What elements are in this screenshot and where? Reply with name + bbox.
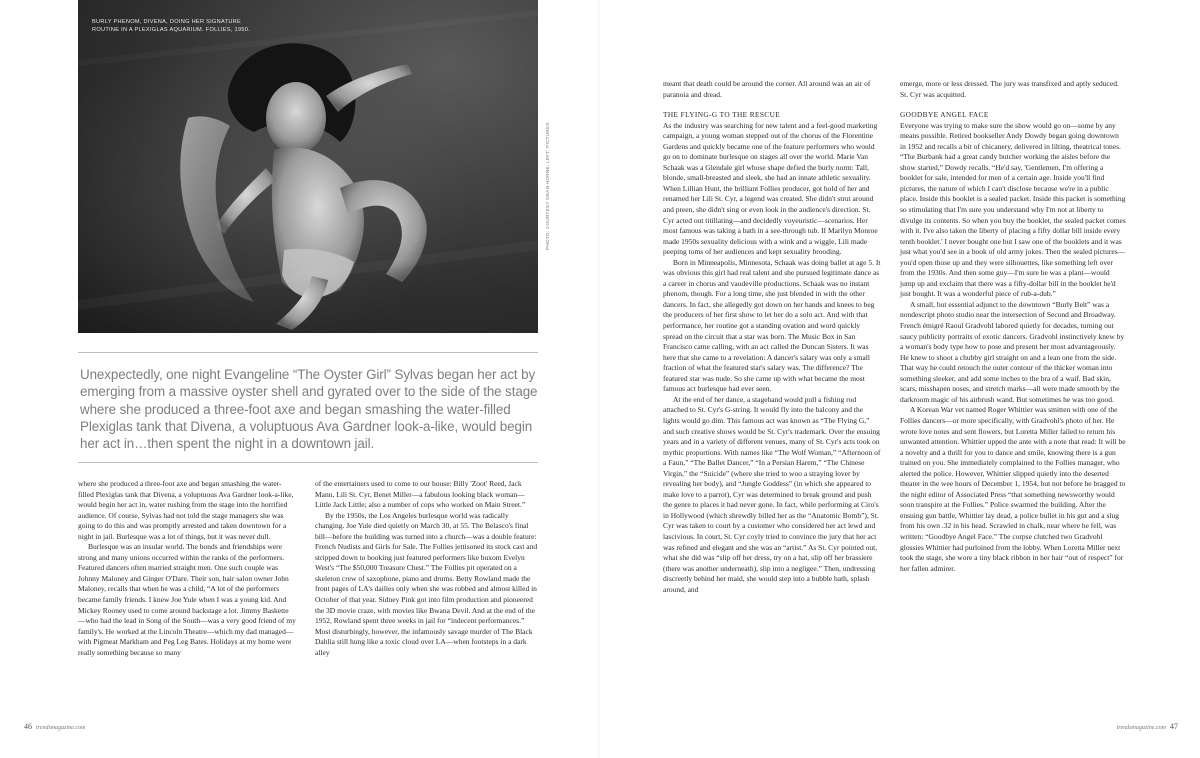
right-column-2: [900, 79, 1126, 574]
body-paragraph: At the end of her dance, a stagehand would pull a fishing rod attached to St. Cyr's G-string. It would fly into the balcony and the lights would go dim. This famous act was known as “The Flying G,” and such creative shows would be St. Cyr's trademark. Over the ensuing years and in a variety of different venues, many of St. Cyr's acts took on mythic proportions. With names like “The Wolf Woman,” “Afternoon of a Faun,” “The Ballet Dancer,” “In a Persian Harem,” “The Chinese Virgin,” the “Suicide” (where she tried to woo a straying lover by revealing her body), and “Jungle Goddess” (in which she appeared to make love to a parrot), Cyr was determined to break ground and push the genre to places it had never gone. In fact, while performing at Ciro's in Hollywood (which shrewdly billed her as the “Anatomic Bomb”), St. Cyr was taken to court by a customer who considered her act lewd and lascivious. In court, St. Cyr coyly tried to convince the jury that her act was refined and elegant and she was an “artist.” As St. Cyr pointed out, what she did was “slip off her dress, try on a hat, slip off her brassiere (there was another underneath), slip into a negligee.” Then, undressing discreetly behind her maid, she would step into a bubble bath, splash around, and: [663, 394, 881, 594]
body-paragraph: Born in Minneapolis, Minnesota, Schaak was doing ballet at age 5. It was obvious this girl had real talent and she pursued legitimate dance as a career in chorus and vaudeville productions. Schaak was no instant phenom, though. For a long time, she just blended in with the other dancers. In fact, she allegedly got down on her hands and knees to beg the producers of her first show to let her do a solo act. And with that performance, her routine got a standing ovation and word quickly spread on the circuit that a star was born. The Music Box in San Francisco came calling, with an act called the Duncan Sisters. It was here that she came to a revelation: A dancer's salary was only a small fraction of what the featured star's salary was. The difference? The featured star was nude. So she came up with what became the most famous act burlesque had ever seen.: [663, 257, 881, 394]
dancer-illustration: [78, 0, 538, 333]
photo-credit: PHOTO: COURTESY DEAN HORNE, LEFT: PICTURES: [545, 122, 550, 250]
body-paragraph: emerge, more or less dressed. The jury was transfixed and aptly seduced. St. Cyr was acquitted.: [900, 79, 1119, 99]
body-paragraph: where she produced a three-foot axe and began smashing the water-filled Plexiglas tank that Divena, a voluptuous Ava Gardner look-a-like, would begin her act in, water rushing from the stage into the horrified audience. Of course, Sylvas had not told the stage managers she was going to do this and was promptly arrested and taken downtown for a night in jail. Burlesque was a lot of things, but it was never dull.: [78, 479, 294, 541]
pull-quote-top-rule: [78, 352, 538, 353]
folio-site: trendsmagazine.com: [36, 725, 86, 731]
left-column-1: [78, 479, 296, 658]
body-paragraph: of the entertainers used to come to our house: Billy 'Zoot' Reed, Jack Mann, Lili St. Cyr, Benet Miller—a fabulous looking black woman—Little Jack Little; also a number of cops who worked on Main Street.”: [315, 479, 526, 510]
body-paragraph: Everyone was trying to make sure the show would go on—some by any means possible. Retired bookseller Andy Dowdy began going downtown in 1952 and recalls a bit of chicanery, delivered in lilting, theatrical tones. “The Burbank had a great candy butcher working the aisles before the show started,” Dowdy recalls. “He'd say, 'Gentlemen, I'm offering a booklet for sale, intended for men of a certain age. Inside you'll find pictures, the nature of which I can't disclose because we're in a public place. Inside this booklet is a sealed packet. Inside this packet is something so stimulating that I'm sure you understand why I'm not at liberty to divulge its contents. So when you buy the booklet, the sealed packet comes with it. I've also taken the liberty of placing a fifty dollar bill inside every tenth booklet.' I never bought one but I saw one of the booklets and it was just what you'd see in a book of old army jokes. Then the sealed pictures—you'd open those up and they were silhouettes, like something left over from the 1930s. And then some guy—I'm sure he was a plant—would jump up and exclaim that there was a fifty-dollar bill in the booklet he'd just bought. It was a wonderful piece of rub-a-dub.”: [900, 120, 1126, 299]
body-paragraph: By the 1950s, the Los Angeles burlesque world was radically changing. Joe Yule died quietly on March 30, at 55. The Belasco's final bill—before the building was turned into a church—was a double feature: French Nudists and Girls for Sale. The Follies jettisoned its stock cast and stripped down to booking just featured performers like buxom Evelyn West's “The $50,000 Treasure Chest.” The Follies pit operated on a skeleton crew of saxophone, piano and drums. Betty Rowland made the front pages of LA's dailies only when she was robbed and almost killed in October of that year. Sidney Pink got into film production and pioneered the 3D movie craze, with movies like Bwana Devil. And at the end of the 1952, Rowland spent three weeks in jail for “indecent performances.” Most disturbingly, however, the infamously savage murder of The Black Dahlia still hung like a toxic cloud over LA—when footsteps in a dark alley: [315, 510, 538, 657]
folio-site: trendsmagazine.com: [1116, 725, 1166, 731]
pull-quote-bottom-rule: [78, 462, 538, 463]
page-number: 47: [1170, 722, 1178, 731]
right-column-1: [663, 79, 881, 595]
page-number: 46: [24, 722, 32, 731]
right-page: [600, 0, 1200, 758]
pull-quote: Unexpectedly, one night Evangeline “The Oyster Girl” Sylvas began her act by emerging from a massive oyster shell and gyrated over to the side of the stage where she produced a three-foot axe and began smashing the water-filled Plexiglas tank that Divena, a voluptuous Ava Gardner look-a-like, would begin her act in…then spent the night in a downtown jail.: [80, 367, 538, 452]
body-paragraph: As the industry was searching for new talent and a feel-good marketing campaign, a young woman stepped out of the chorus of the Florentine Gardens and quickly became one of the feature performers who would go on to dominate burlesque on stages all over the world. Marie Van Schaak was a Glendale girl whose shape defied the burly norm: Tall, blonde, small-breasted and sleek, she had an innate athletic sexuality. When Lillian Hunt, the brilliant Follies producer, got hold of her and renamed her Lili St. Cyr, a legend was created. She didn't strut around and preen, she didn't sing or even look in the audience's direction. St. Cyr acted out titillating—and decidedly voyeuristic—scenarios. Her most famous was taking a bath in a see-through tub. If Marilyn Monroe made 1950s sexuality delicious with a wink and a wiggle, Lili made peeping toms of her audiences and kept sexuality brooding.: [663, 120, 878, 257]
photo-caption: BURLY PHENOM, DIVENA, DOING HER SIGNATURE ROUTINE IN A PLEXIGLAS AQUARIUM. FOLLIES, 1950.: [92, 19, 251, 33]
section-heading: GOODBYE ANGEL FACE: [900, 110, 989, 120]
body-paragraph: A small, but essential adjunct to the downtown “Burly Belt” was a nondescript photo studio near the intersection of Second and Broadway. French émigré Raoul Gradvohl labored quietly for decades, turning out saucy publicity portraits of exotic dancers. Gradvohl instinctively knew by a woman's body type how to pose and present her most advantageously. He knew to shoot a chubby girl straight on and a lean one from the side. That way he could retouch the outer contour of the thicker woman into something sleeker, and add some inches to the bra of a waif. Bad skin, scars, misshapen noses, and stretch marks—all were made smooth by the darkroom magic of his airbrush wand. But sometimes he was too good.: [900, 299, 1125, 404]
body-paragraph: Burlesque was an insular world. The bonds and friendships were strong and many unions occurred within the ranks of the performers. Featured dancers often married straight men. One such couple was Johnny Maloney and Ginger O'Dare. Their son, hair salon owner John Maloney, recalls that when he was a child, “A lot of the performers became family friends. I knew Joe Yule when I was a young kid. And Mickey Rooney used to come around backstage a lot. Jimmy Baskette—who had the lead in Song of the South—was a very good friend of my family's. He worked at the Lincoln Theatre—which my dad managed—with Pigmeat Markham and Peg Leg Bates. Holidays at my home were really something because so many: [78, 542, 296, 657]
left-column-2: [315, 479, 539, 658]
body-paragraph: A Korean War vet named Roger Whittier was smitten with one of the Follies dancers—or more specifically, with Gradvohl's photo of her. He wrote love notes and sent flowers, but Loretta Miller failed to return his unwanted attention. Whittier upped the ante with a note that read: It will be a novelty and a thrill for you to dance and smile, knowing there is a gun trained on you. She immediately complained to the Follies manager, who alerted the police. However, Whittier slipped quietly into the deserted theater in the wee hours of December 1, 1954, but not before he bragged to the night editor of Associated Press “that something newsworthy would soon transpire at the Follies.” Police swarmed the building. After the ensuing gun battle, Whittier lay dead, a police bullet in his gut and a slug from his own .32 in his head. Scrawled in chalk, near where he fell, was written: “Goodbye Angel Face.” The corpse clutched two Gradvohl glossies Whittier had purloined from the lobby. When Loretta Miller next took the stage, she wore a tiny black ribbon in her hair “out of respect” for her fallen admirer.: [900, 405, 1126, 573]
right-folio: [1113, 722, 1178, 731]
body-paragraph: meant that death could be around the corner. All around was an air of paranoia and dread.: [663, 79, 871, 99]
left-folio: [24, 722, 89, 731]
section-heading: THE FLYING-G TO THE RESCUE: [663, 110, 781, 120]
underwater-dancer-photo: [78, 0, 538, 333]
